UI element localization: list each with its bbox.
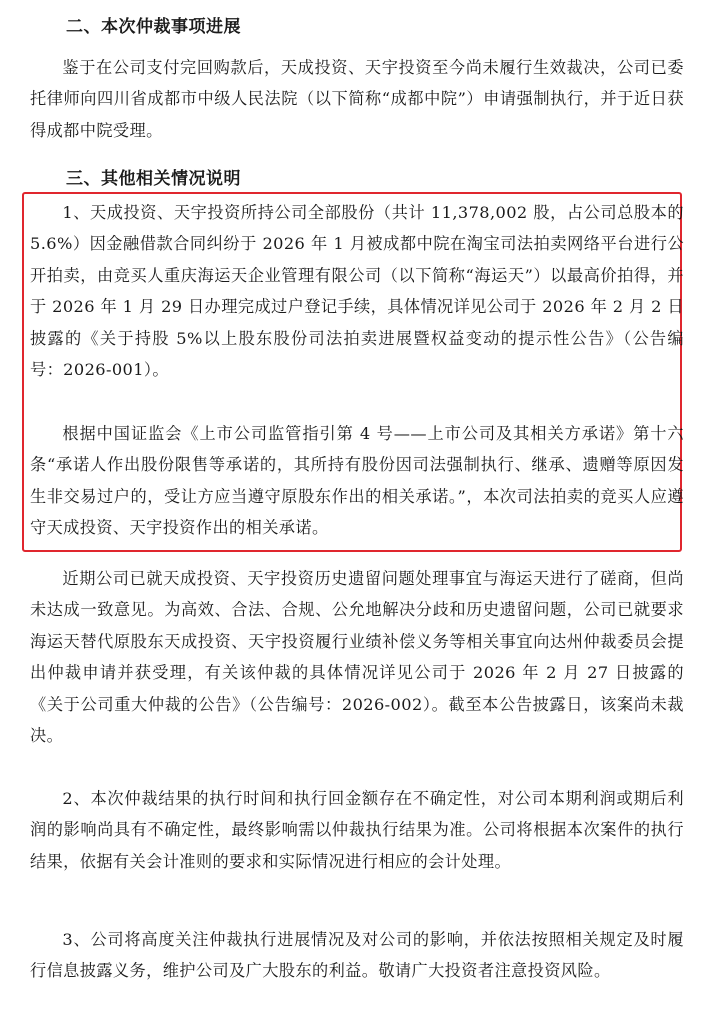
section-3-heading: 三、其他相关情况说明 (66, 169, 241, 189)
item-1-rule-paragraph: 根据中国证监会《上市公司监管指引第 4 号——上市公司及其相关方承诺》第十六条“承诺人作出股份限售等承诺的，其所持有股份因司法强制执行、继承、遗赠等原因发生非交易过户的，受让方应当遵守原股东作出的相关承诺。”，本次司法拍卖的竞买人应遵守天成投资、天宇投资作出的相关承诺。 (30, 424, 684, 538)
item-2-paragraph: 2、本次仲裁结果的执行时间和执行回金额存在不确定性，对公司本期利润或期后利润的影响尚具有不确定性，最终影响需以仲裁执行结果为准。公司将根据本次案件的执行结果，依据有关会计准则的要求和实际情况进行相应的会计处理。 (30, 789, 684, 871)
section-2-heading: 二、本次仲裁事项进展 (66, 17, 241, 37)
item-3-paragraph: 3、公司将高度关注仲裁执行进展情况及对公司的影响，并依法按照相关规定及时履行信息披露义务，维护公司及广大股东的利益。敬请广大投资者注意投资风险。 (30, 930, 684, 981)
item-1-paragraph: 1、天成投资、天宇投资所持公司全部股份（共计 11,378,002 股，占公司总股本的 5.6%）因金融借款合同纠纷于 2026 年 1 月被成都中院在淘宝司法拍卖网络平台进行公开拍卖，由竞买人重庆海运天企业管理有限公司（以下简称“海运天”）以最高价拍得，并于 2026 年 1 月 29 日办理完成过户登记手续，具体情况详见公司于 2026 年 2 月 2 日披露的《关于持股 5%以上股东股份司法拍卖进展暨权益变动的提示性公告》（公告编号：2026-001）。 (30, 203, 684, 380)
section-2-paragraph: 鉴于在公司支付完回购款后，天成投资、天宇投资至今尚未履行生效裁决，公司已委托律师向四川省成都市中级人民法院（以下简称“成都中院”）申请强制执行，并于近日获得成都中院受理。 (30, 58, 684, 140)
item-1-followup-paragraph: 近期公司已就天成投资、天宇投资历史遗留问题处理事宜与海运天进行了磋商，但尚未达成一致意见。为高效、合法、合规、公允地解决分歧和历史遗留问题，公司已就要求海运天替代原股东天成投资、天宇投资履行业绩补偿义务等相关事宜向达州仲裁委员会提出仲裁申请并获受理，有关该仲裁的具体情况详见公司于 2026 年 2 月 27 日披露的《关于公司重大仲裁的公告》（公告编号：2026-002）。截至本公告披露日，该案尚未裁决。 (30, 569, 684, 746)
